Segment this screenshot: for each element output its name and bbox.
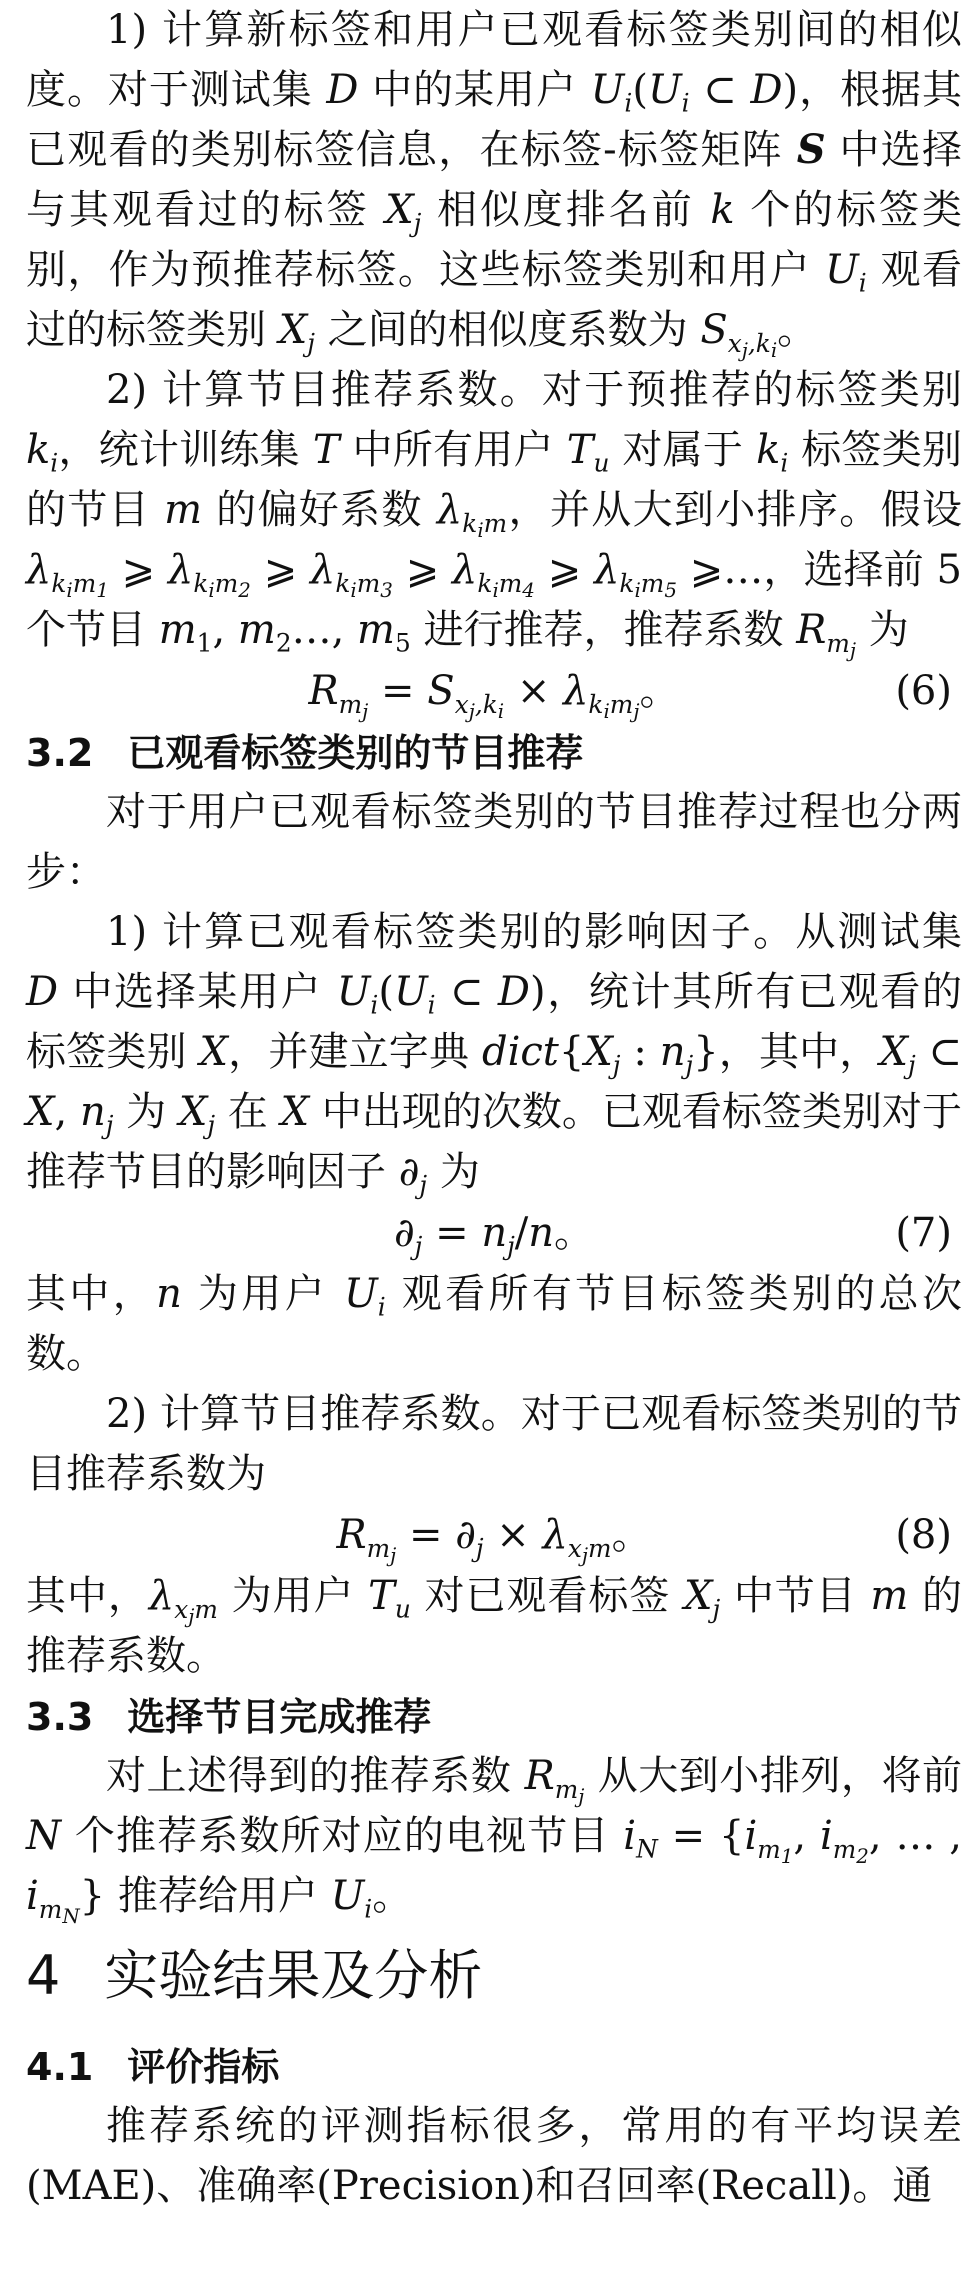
paragraph-step2-recommend-coefficient: 2) 计算节目推荐系数。对于预推荐的标签类别 $k_i$，统计训练集 T 中所有用户 $T_u$ 对属于 $k_i$ 标签类别的节目 m 的偏好系数 $\lambda_{k_im}$，并从大到小排序。假设 $\lambda_{k_im_1}$ ⩾ $\lambda_{k_im_2}$ ⩾ $\lambda_{k_im_3}$ ⩾ $\lambda_{k_im_4}$ ⩾ $\lambda_{k_im_5}$ ⩾…，选择前 5 个节目 $m_1$, $m_2\dots$, $m_5$ 进行推荐，推荐系数 $R_{m_j}$ 为 [26,367,962,662]
equation-6: $R_{m_j} = S_{x_j,k_i} \times \lambda_{k_im_j}$。 (6) [26,660,962,722]
equation-number: (6) [895,668,952,714]
paragraph-step2-watched: 2) 计算节目推荐系数。对于已观看标签类别的节目推荐系数为 [26,1391,962,1497]
section-heading-3-2: 3.2 已观看标签类别的节目推荐 [26,731,584,775]
equation-number: (8) [895,1512,952,1558]
paragraph-step1-similarity: 1) 计算新标签和用户已观看标签类别间的相似度。对于测试集 D 中的某用户 $U_i(U_i$ ⊂ D)，根据其已观看的类别标签信息，在标签-标签矩阵 S 中选择与其观看过的标签 $X_j$ 相似度排名前 k 个的标签类别，作为预推荐标签。这些标签类别和用户 $U_i$ 观看过的标签类别 $X_j$ 之间的相似度系数为 $S_{x_j,k_i}$。 [26,7,963,362]
section-heading-4: 4 实验结果及分析 [26,1944,483,2007]
equation-number: (7) [895,1210,952,1256]
section-heading-3-3: 3.3 选择节目完成推荐 [26,1695,432,1739]
equation-7: $\partial_j = n_j/n$。 (7) [26,1202,962,1264]
paragraph-where-lambda: 其中，$\lambda_{x_jm}$ 为用户 $T_u$ 对已观看标签 $X_j$ 中节目 m 的推荐系数。 [26,1573,962,1679]
paragraph-where-n: 其中，n 为用户 $U_i$ 观看所有节目标签类别的总次数。 [26,1271,962,1377]
paragraph-final-recommend: 对上述得到的推荐系数 $R_{m_j}$ 从大到小排列，将前 N 个推荐系数所对应的电视节目 $i_N = \{i_{m_1}$, $i_{m_2}$, … , $i_{m_N}$} 推荐给用户 $U_i$。 [26,1753,962,1928]
section-heading-4-1: 4.1 评价指标 [26,2045,280,2089]
paragraph-two-steps: 对于用户已观看标签类别的节目推荐过程也分两步： [26,789,962,895]
equation-8: $R_{m_j} = \partial_j \times \lambda_{x_jm}$。 (8) [26,1504,962,1566]
paragraph-evaluation-metrics: 推荐系统的评测指标很多，常用的有平均误差(MAE)、准确率(Precision)和召回率(Recall)。通 [26,2103,962,2209]
paragraph-influence-factor: 1) 计算已观看标签类别的影响因子。从测试集 D 中选择某用户 $U_i(U_i$ ⊂ D)，统计其所有已观看的标签类别 X，并建立字典 $dict\{X_j$ : $n_j$}，其中，$X_j$ ⊂ X, $n_j$ 为 $X_j$ 在 X 中出现的次数。已观看标签类别对于推荐节目的影响因子 $\partial_j$ 为 [26,909,963,1200]
